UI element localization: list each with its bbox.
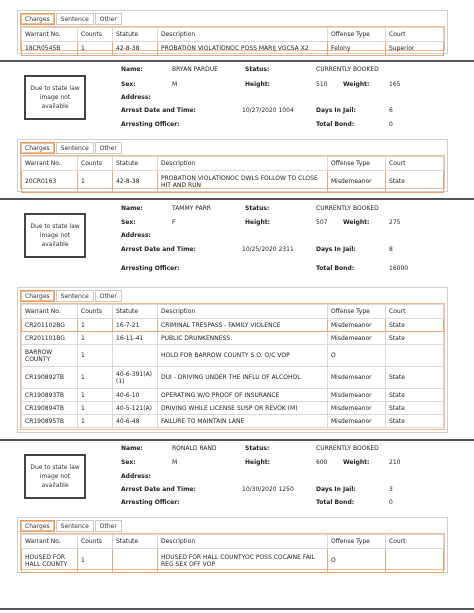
charges-table-wrap [20, 26, 445, 51]
cell-court: State [386, 415, 444, 428]
cell-statute: 42-8-38 [113, 42, 158, 56]
sex-value: M [172, 81, 178, 88]
table-header-row [22, 535, 444, 549]
table-row [22, 42, 444, 56]
cell-court: State [386, 389, 444, 402]
weight-value: 275 [389, 219, 401, 226]
height-value: 510 [316, 81, 328, 88]
address-label: Address: [121, 473, 151, 480]
sex-label: Sex: [121, 459, 136, 466]
col-warrant: Warrant No. [22, 28, 78, 42]
tab-charges[interactable]: Charges [20, 13, 55, 25]
status-label: Status: [245, 205, 270, 212]
table-row [22, 345, 444, 367]
days-value: 8 [389, 246, 393, 253]
cell-statute: 16-7-21 [113, 319, 158, 332]
col-statute: Statute [113, 535, 158, 549]
photo-placeholder: Due to state law image not available [24, 75, 86, 120]
cell-court [386, 345, 444, 367]
table-row [22, 332, 444, 345]
status-value: CURRENTLY BOOKED [316, 205, 379, 212]
cell-court: State [386, 402, 444, 415]
charges-panel-bryan [17, 139, 448, 192]
tab-sentence[interactable]: Sentence [56, 290, 94, 302]
cell-offense-type: Misdemeanor [328, 415, 386, 428]
cell-counts: 1 [78, 171, 113, 193]
table-header-row [22, 305, 444, 319]
col-counts: Counts [78, 157, 113, 171]
col-court: Court [386, 305, 444, 319]
cell-court: State [386, 171, 444, 193]
tab-sentence[interactable]: Sentence [56, 13, 94, 25]
table-row [22, 319, 444, 332]
col-warrant: Warrant No. [22, 535, 78, 549]
table-header-row [22, 157, 444, 171]
name-label: Name: [121, 66, 143, 73]
cell-offense-type: Misdemeanor [328, 319, 386, 332]
tab-bar [20, 520, 123, 533]
cell-offense-type: Misdemeanor [328, 171, 386, 193]
cell-offense-type: Misdemeanor [328, 332, 386, 345]
bond-value: 0 [389, 121, 393, 128]
inmate-card-ronald-rand [17, 441, 457, 509]
cell-counts: 1 [78, 402, 113, 415]
weight-value: 165 [389, 81, 401, 88]
cell-statute: 40-5-121(A) [113, 402, 158, 415]
tab-bar [20, 13, 123, 26]
col-warrant: Warrant No. [22, 157, 78, 171]
cell-warrant: HOUSED FOR HALL COUNTY [22, 549, 78, 573]
col-offense-type: Offense Type [328, 157, 386, 171]
charges-table-wrap [20, 155, 445, 189]
cell-statute [113, 549, 158, 573]
cell-offense-type: O [328, 549, 386, 573]
cell-warrant: CR201102BG [22, 319, 78, 332]
cell-statute: 40-6-48 [113, 415, 158, 428]
tab-charges[interactable]: Charges [20, 290, 55, 302]
sex-value: M [172, 459, 178, 466]
days-value: 3 [389, 486, 393, 493]
cell-warrant: CR190895TB [22, 415, 78, 428]
col-counts: Counts [78, 28, 113, 42]
cell-description: CRIMINAL TRESPASS - FAMILY VIOLENCE [158, 319, 328, 332]
cell-description: PUBLIC DRUNKENNESS. [158, 332, 328, 345]
tab-sentence[interactable]: Sentence [56, 520, 94, 532]
photo-placeholder: Due to state law image not available [24, 454, 86, 499]
tab-bar [20, 142, 123, 155]
inmate-name[interactable]: RONALD RAND [172, 445, 217, 452]
arrest-label: Arrest Date and Time: [121, 246, 196, 253]
cell-court: State [386, 332, 444, 345]
cell-counts: 1 [78, 389, 113, 402]
tab-other[interactable]: Other [95, 520, 122, 532]
cell-warrant: CR201101BG [22, 332, 78, 345]
col-description: Description [158, 28, 328, 42]
tab-charges[interactable]: Charges [20, 520, 55, 532]
name-label: Name: [121, 445, 143, 452]
charges-table [21, 27, 444, 56]
col-offense-type: Offense Type [328, 28, 386, 42]
cell-statute [113, 345, 158, 367]
arrest-label: Arrest Date and Time: [121, 107, 196, 114]
tab-other[interactable]: Other [95, 142, 122, 154]
table-row [22, 367, 444, 389]
weight-label: Weight: [343, 459, 370, 466]
col-court: Court [386, 535, 444, 549]
cell-court: State [386, 367, 444, 389]
tab-bar [20, 290, 123, 303]
col-counts: Counts [78, 305, 113, 319]
sex-value: F [172, 219, 176, 226]
tab-sentence[interactable]: Sentence [56, 142, 94, 154]
inmate-card-tammy-parr [17, 200, 457, 272]
arrest-value: 10/30/2020 1250 [242, 486, 294, 493]
cell-statute: 40-6-10 [113, 389, 158, 402]
inmate-card-bryan-pardue [17, 62, 457, 130]
table-row [22, 171, 444, 193]
name-label: Name: [121, 205, 143, 212]
arrest-value: 10/25/2020 2311 [242, 246, 294, 253]
cell-offense-type: Felony [328, 42, 386, 56]
inmate-name[interactable]: BRYAN PARDUE [172, 66, 218, 73]
section-divider [0, 608, 474, 610]
cell-warrant: CR190893TB [22, 389, 78, 402]
cell-statute: 16-11-41 [113, 332, 158, 345]
sex-label: Sex: [121, 219, 136, 226]
cell-counts: 1 [78, 415, 113, 428]
col-counts: Counts [78, 535, 113, 549]
weight-value: 210 [389, 459, 401, 466]
sex-label: Sex: [121, 81, 136, 88]
cell-counts: 1 [78, 319, 113, 332]
col-warrant: Warrant No. [22, 305, 78, 319]
height-label: Height: [245, 459, 270, 466]
cell-offense-type: O [328, 345, 386, 367]
cell-description: HOLD FOR BARROW COUNTY S.O. O/C VOP [158, 345, 328, 367]
cell-description: OPERATING W/O PROOF OF INSURANCE [158, 389, 328, 402]
height-value: 507 [316, 219, 328, 226]
cell-description: PROBATION VIOLATIONOC DWLS FOLLOW TO CLOSE HIT AND RUN [158, 171, 328, 193]
officer-label: Arresting Officer: [121, 499, 180, 506]
cell-warrant: CR190892TB [22, 367, 78, 389]
cell-counts: 1 [78, 367, 113, 389]
address-label: Address: [121, 94, 151, 101]
cell-description: HOUSED FOR HALL COUNTYOC POSS COCAINE FAIL REG SEX OFF VOP [158, 549, 328, 573]
cell-offense-type: Misdemeanor [328, 402, 386, 415]
col-statute: Statute [113, 28, 158, 42]
col-court: Court [386, 157, 444, 171]
col-description: Description [158, 305, 328, 319]
days-label: Days In Jail: [316, 246, 356, 253]
bond-label: Total Bond: [316, 499, 355, 506]
arrest-label: Arrest Date and Time: [121, 486, 196, 493]
cell-warrant: 18CR0545B [22, 42, 78, 56]
status-value: CURRENTLY BOOKED [316, 445, 379, 452]
cell-warrant: CR190894TB [22, 402, 78, 415]
table-row [22, 549, 444, 573]
cell-statute: 42-8-38 [113, 171, 158, 193]
days-value: 6 [389, 107, 393, 114]
charges-panel-1 [17, 10, 448, 54]
charges-table [21, 534, 444, 573]
bond-value: 0 [389, 499, 393, 506]
inmate-name[interactable]: TAMMY PARR [172, 205, 211, 212]
cell-description: PROBATION VIOLATIONOC POSS MARIJ VGCSA X2 [158, 42, 328, 56]
cell-description: DUI - DRIVING UNDER THE INFLU OF ALCOHOL [158, 367, 328, 389]
col-description: Description [158, 535, 328, 549]
bond-label: Total Bond: [316, 265, 355, 272]
cell-counts: 1 [78, 345, 113, 367]
height-label: Height: [245, 219, 270, 226]
officer-label: Arresting Officer: [121, 265, 180, 272]
status-label: Status: [245, 66, 270, 73]
col-offense-type: Offense Type [328, 535, 386, 549]
col-statute: Statute [113, 305, 158, 319]
table-row [22, 389, 444, 402]
charges-panel-tammy [17, 287, 448, 433]
height-value: 600 [316, 459, 328, 466]
table-header-row [22, 28, 444, 42]
height-label: Height: [245, 81, 270, 88]
table-row [22, 402, 444, 415]
cell-description: FAILURE TO MAINTAIN LANE [158, 415, 328, 428]
cell-counts: 1 [78, 42, 113, 56]
arrest-value: 10/27/2020 1004 [242, 107, 294, 114]
days-label: Days In Jail: [316, 107, 356, 114]
tab-other[interactable]: Other [95, 13, 122, 25]
status-value: CURRENTLY BOOKED [316, 66, 379, 73]
tab-charges[interactable]: Charges [20, 142, 55, 154]
cell-court: Superior [386, 42, 444, 56]
col-description: Description [158, 157, 328, 171]
cell-counts: 1 [78, 549, 113, 573]
tab-other[interactable]: Other [95, 290, 122, 302]
col-offense-type: Offense Type [328, 305, 386, 319]
cell-offense-type: Misdemeanor [328, 389, 386, 402]
cell-court: State [386, 319, 444, 332]
weight-label: Weight: [343, 219, 370, 226]
cell-counts: 1 [78, 332, 113, 345]
address-label: Address: [121, 232, 151, 239]
bond-label: Total Bond: [316, 121, 355, 128]
cell-warrant: BARROW COUNTY [22, 345, 78, 367]
col-court: Court [386, 28, 444, 42]
charges-table [21, 156, 444, 193]
photo-placeholder: Due to state law image not available [24, 213, 86, 258]
officer-label: Arresting Officer: [121, 121, 180, 128]
bond-value: 16000 [389, 265, 409, 272]
charges-table-wrap [20, 303, 445, 430]
days-label: Days In Jail: [316, 486, 356, 493]
cell-statute: 40-6-391(A)(1) [113, 367, 158, 389]
col-statute: Statute [113, 157, 158, 171]
charges-table-wrap [20, 533, 445, 570]
table-row [22, 415, 444, 428]
status-label: Status: [245, 445, 270, 452]
charges-panel-ronald [17, 517, 448, 573]
weight-label: Weight: [343, 81, 370, 88]
cell-offense-type: Misdemeanor [328, 367, 386, 389]
cell-warrant: 20CR0163 [22, 171, 78, 193]
charges-table [21, 304, 444, 428]
cell-court [386, 549, 444, 573]
cell-description: DRIVING WHILE LICENSE SUSP OR REVOK (M) [158, 402, 328, 415]
